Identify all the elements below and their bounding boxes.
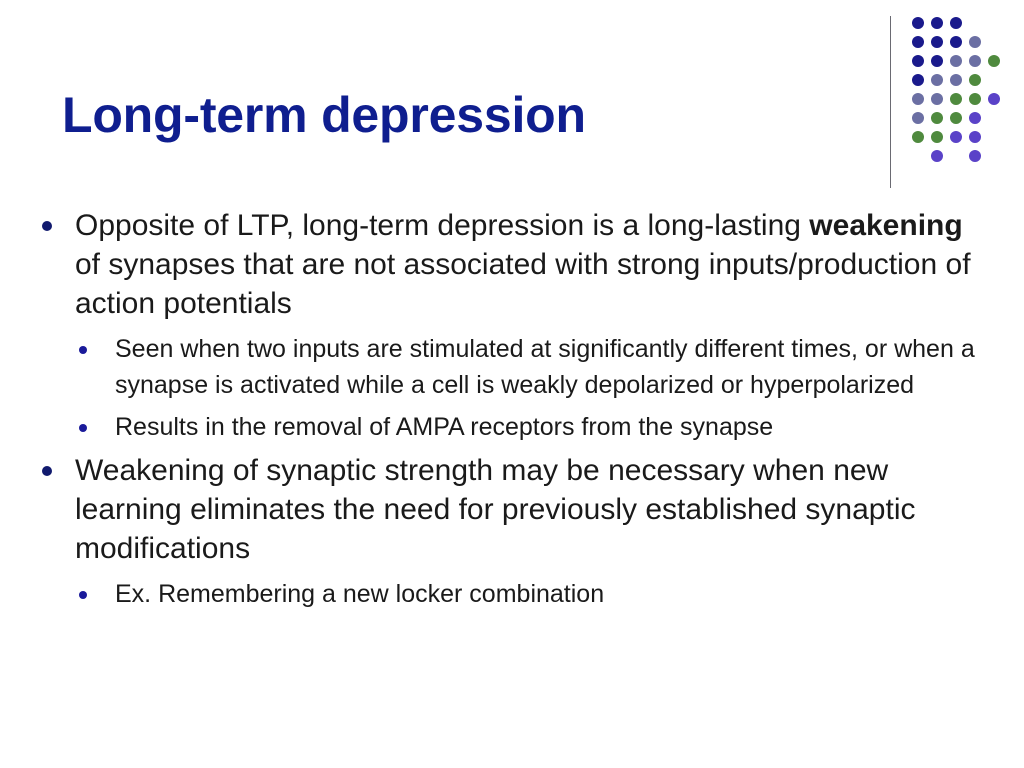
decorative-dot <box>950 55 962 67</box>
sub-bullet-list <box>40 331 980 445</box>
bullet-item <box>40 451 980 568</box>
bullet-text: Weakening of synaptic strength may be necessary when new learning eliminates the need for previously established synaptic modifications <box>75 454 916 565</box>
sub-bullet-item: Seen when two inputs are stimulated at significantly different times, or when a synapse is activated while a cell is weakly depolarized or hyperpolarized <box>40 331 980 403</box>
slide-title: Long-term depression <box>62 87 586 143</box>
bullet-text: of synapses that are not associated with strong inputs/production of action potentials <box>75 248 971 320</box>
decorative-dot <box>969 112 981 124</box>
decorative-dot <box>931 93 943 105</box>
bullet-item <box>40 206 980 323</box>
decorative-dot-grid <box>0 0 1024 200</box>
sub-bullet-item: Results in the removal of AMPA receptors from the synapse <box>40 409 980 445</box>
sub-bullet-list <box>40 576 980 612</box>
decorative-dot <box>969 36 981 48</box>
decorative-dot <box>912 17 924 29</box>
decorative-dot <box>931 131 943 143</box>
slide-body <box>40 206 980 618</box>
decorative-dot <box>969 93 981 105</box>
bullet-text: Opposite of LTP, long-term depression is a long-lasting <box>75 209 810 242</box>
decorative-dot <box>969 150 981 162</box>
decorative-dot <box>912 131 924 143</box>
decorative-dot <box>931 36 943 48</box>
decorative-dot <box>912 55 924 67</box>
decorative-dot <box>931 17 943 29</box>
decorative-dot <box>969 55 981 67</box>
decorative-dot <box>950 36 962 48</box>
decorative-dot <box>931 112 943 124</box>
decorative-dot <box>988 93 1000 105</box>
decorative-dot <box>912 36 924 48</box>
decorative-dot <box>988 55 1000 67</box>
decorative-dot <box>912 112 924 124</box>
decorative-dot <box>969 131 981 143</box>
decorative-dot <box>931 150 943 162</box>
decorative-dot <box>950 74 962 86</box>
decorative-dot <box>950 131 962 143</box>
decorative-dot <box>950 17 962 29</box>
decorative-dot <box>950 112 962 124</box>
decorative-dot <box>912 74 924 86</box>
sub-bullet-item: Ex. Remembering a new locker combination <box>40 576 980 612</box>
bullet-emphasis: weakening <box>809 209 963 242</box>
decorative-dot <box>912 93 924 105</box>
decorative-dot <box>931 74 943 86</box>
decorative-dot <box>931 55 943 67</box>
decorative-dot <box>950 93 962 105</box>
decorative-dot <box>969 74 981 86</box>
